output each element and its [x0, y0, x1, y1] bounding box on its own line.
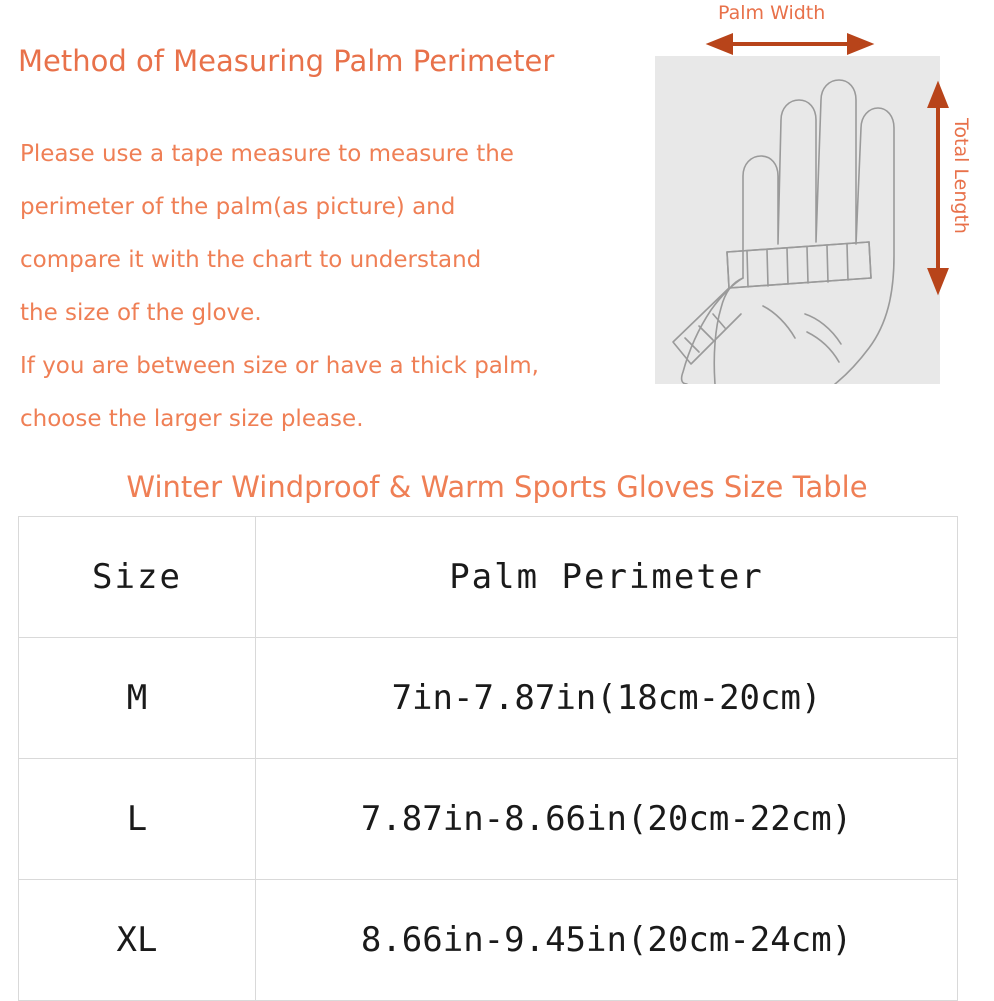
- total-length-label: Total Length: [950, 118, 972, 234]
- cell-size: XL: [19, 880, 256, 1001]
- intro-text-block: [20, 128, 650, 446]
- intro-line: perimeter of the palm(as picture) and: [20, 194, 456, 220]
- page-title: Method of Measuring Palm Perimeter: [18, 44, 555, 78]
- palm-width-label: Palm Width: [718, 2, 826, 24]
- table-row: [19, 880, 958, 1001]
- cell-perimeter: 8.66in-9.45in(20cm-24cm): [256, 880, 958, 1001]
- table-row: [19, 638, 958, 759]
- cell-size: L: [19, 759, 256, 880]
- size-table-title: Winter Windproof & Warm Sports Gloves Size Table: [126, 470, 868, 504]
- cell-size: M: [19, 638, 256, 759]
- hand-illustration-icon: [655, 56, 940, 384]
- intro-line: choose the larger size please.: [20, 406, 364, 432]
- intro-line: compare it with the chart to understand: [20, 247, 482, 273]
- intro-line: Please use a tape measure to measure the: [20, 141, 514, 167]
- intro-line: the size of the glove.: [20, 300, 262, 326]
- table-header-size: Size: [19, 517, 256, 638]
- size-table: [18, 516, 958, 1001]
- table-header-row: [19, 517, 958, 638]
- table-row: [19, 759, 958, 880]
- cell-perimeter: 7in-7.87in(18cm-20cm): [256, 638, 958, 759]
- table-header-palm-perimeter: Palm Perimeter: [256, 517, 958, 638]
- cell-perimeter: 7.87in-8.66in(20cm-22cm): [256, 759, 958, 880]
- intro-line: If you are between size or have a thick palm,: [20, 353, 539, 379]
